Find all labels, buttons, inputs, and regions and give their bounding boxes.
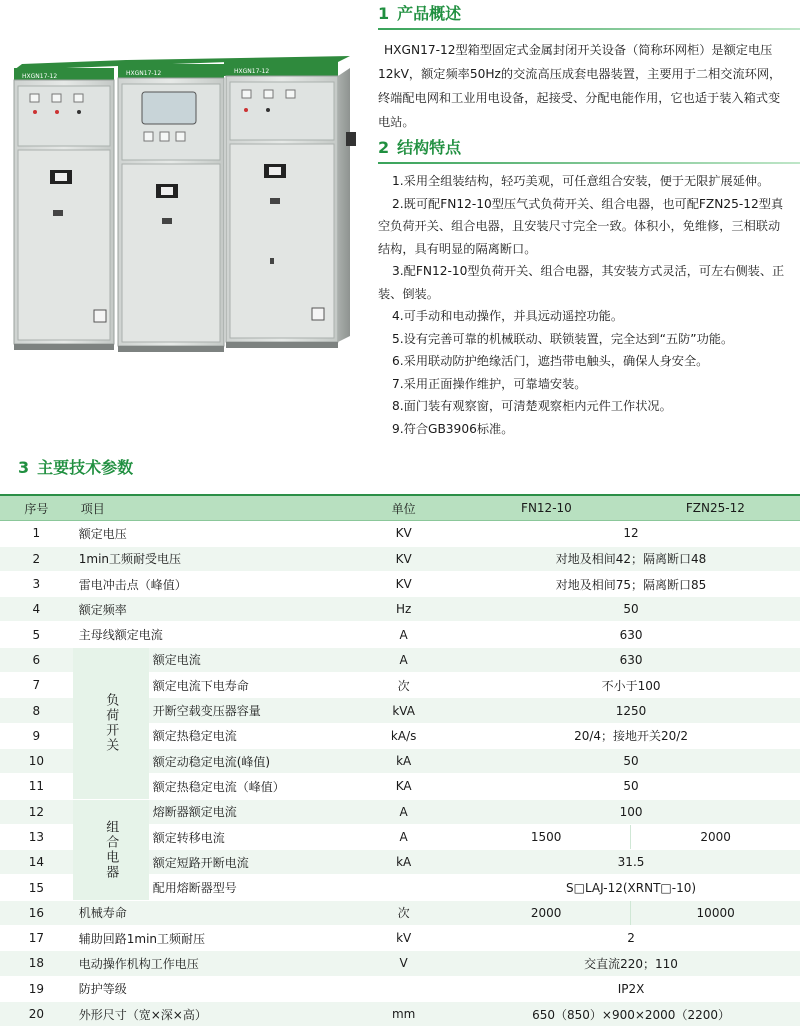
header-item: 项目 — [73, 496, 345, 521]
table-row: 15 配用熔断器型号 S□LAJ-12(XRNT□-10) — [0, 875, 800, 900]
table-header-row — [0, 496, 800, 521]
section-title-overview: 1 产品概述 — [378, 4, 462, 23]
table-row: 12 组合电器 熔断器额定电流 A 100 — [0, 799, 800, 824]
section-overview — [378, 2, 792, 134]
table-row: 19 防护等级 IP2X — [0, 976, 800, 1001]
feature-item: 6.采用联动防护绝缘活门，遮挡带电触头，确保人身安全。 — [392, 354, 709, 368]
table-row: 3 雷电冲击点（峰值） KV 对地及相间75；隔离断口85 — [0, 571, 800, 596]
table-row: 13 额定转移电流 A 1500 2000 — [0, 824, 800, 849]
parameters-table — [0, 496, 800, 1027]
group-combo: 组合电器 — [73, 799, 149, 900]
header-no: 序号 — [0, 496, 73, 521]
features-list — [378, 170, 792, 440]
table-row: 2 1min工频耐受电压 KV 对地及相间42；隔离断口48 — [0, 546, 800, 571]
header-unit: 单位 — [345, 496, 462, 521]
table-row: 1 额定电压 KV 12 — [0, 521, 800, 546]
feature-item: 3.配FN12-10型负荷开关、组合电器，其安装方式灵活，可左右侧装、正装、倒装。 — [378, 264, 785, 301]
table-row: 5 主母线额定电流 A 630 — [0, 622, 800, 647]
table-row: 18 电动操作机构工作电压 V 交直流220；110 — [0, 951, 800, 976]
feature-item: 9.符合GB3906标准。 — [392, 421, 514, 436]
table-row: 7 额定电流下电寿命 次 不小于100 — [0, 673, 800, 698]
header-fzn25: FZN25-12 — [631, 496, 800, 521]
table-row: 11 额定热稳定电流（峰值） KA 50 — [0, 774, 800, 799]
table-row: 9 额定热稳定电流 kA/s 20/4；接地开关20/2 — [0, 723, 800, 748]
feature-item: 8.面门装有观察窗，可清楚观察柜内元件工作状况。 — [392, 399, 672, 413]
feature-item: 1.采用全组装结构，轻巧美观，可任意组合安装，便于无限扩展延伸。 — [392, 174, 770, 188]
cabinet-label-2: HXGN17-12 — [126, 70, 162, 77]
group-load-switch: 负荷开关 — [73, 647, 149, 799]
table-row: 6 负荷开关 额定电流 A 630 — [0, 647, 800, 672]
table-row: 8 开断空载变压器容量 kVA 1250 — [0, 698, 800, 723]
table-row: 14 额定短路开断电流 kA 31.5 — [0, 850, 800, 875]
feature-item: 7.采用正面操作维护，可靠墙安装。 — [392, 376, 587, 391]
table-row: 20 外形尺寸（宽×深×高） mm 650（850）×900×2000（2200） — [0, 1001, 800, 1026]
overview-text: HXGN17-12型箱型固定式金属封闭开关设备（简称环网柜）是额定电压12kV，额定频率50Hz的交流高压成套电器装置，主要用于二相交流环网，终端配电网和工业用电设备，起接受、分配电能作用，它也适于装入箱式变电站。 — [378, 43, 782, 129]
cabinet-label-3: HXGN17-12 — [234, 68, 270, 75]
feature-item: 4.可手动和电动操作，并具远动遥控功能。 — [392, 309, 624, 323]
feature-item: 2.既可配FN12-10型压气式负荷开关、组合电器，也可配FZN25-12型真空负荷开关、组合电器，且安装尺寸完全一致。体积小，免维修，三相联动结构，具有明显的隔离断口。 — [378, 196, 784, 256]
product-photo — [8, 52, 368, 372]
section-title-features: 2 结构特点 — [378, 138, 462, 157]
section-parameters — [18, 456, 798, 480]
header-fn12: FN12-10 — [462, 496, 631, 521]
table-row: 4 额定频率 Hz 50 — [0, 597, 800, 622]
table-row: 16 机械寿命 次 2000 10000 — [0, 900, 800, 925]
table-row: 17 辅助回路1min工频耐压 kV 2 — [0, 926, 800, 951]
section-features — [378, 136, 792, 440]
section-title-parameters: 3 主要技术参数 — [18, 458, 134, 477]
feature-item: 5.设有完善可靠的机械联动、联锁装置，完全达到“五防”功能。 — [392, 331, 734, 346]
cabinet-label-1: HXGN17-12 — [22, 73, 58, 80]
table-row: 10 额定动稳定电流(峰值) kA 50 — [0, 748, 800, 773]
